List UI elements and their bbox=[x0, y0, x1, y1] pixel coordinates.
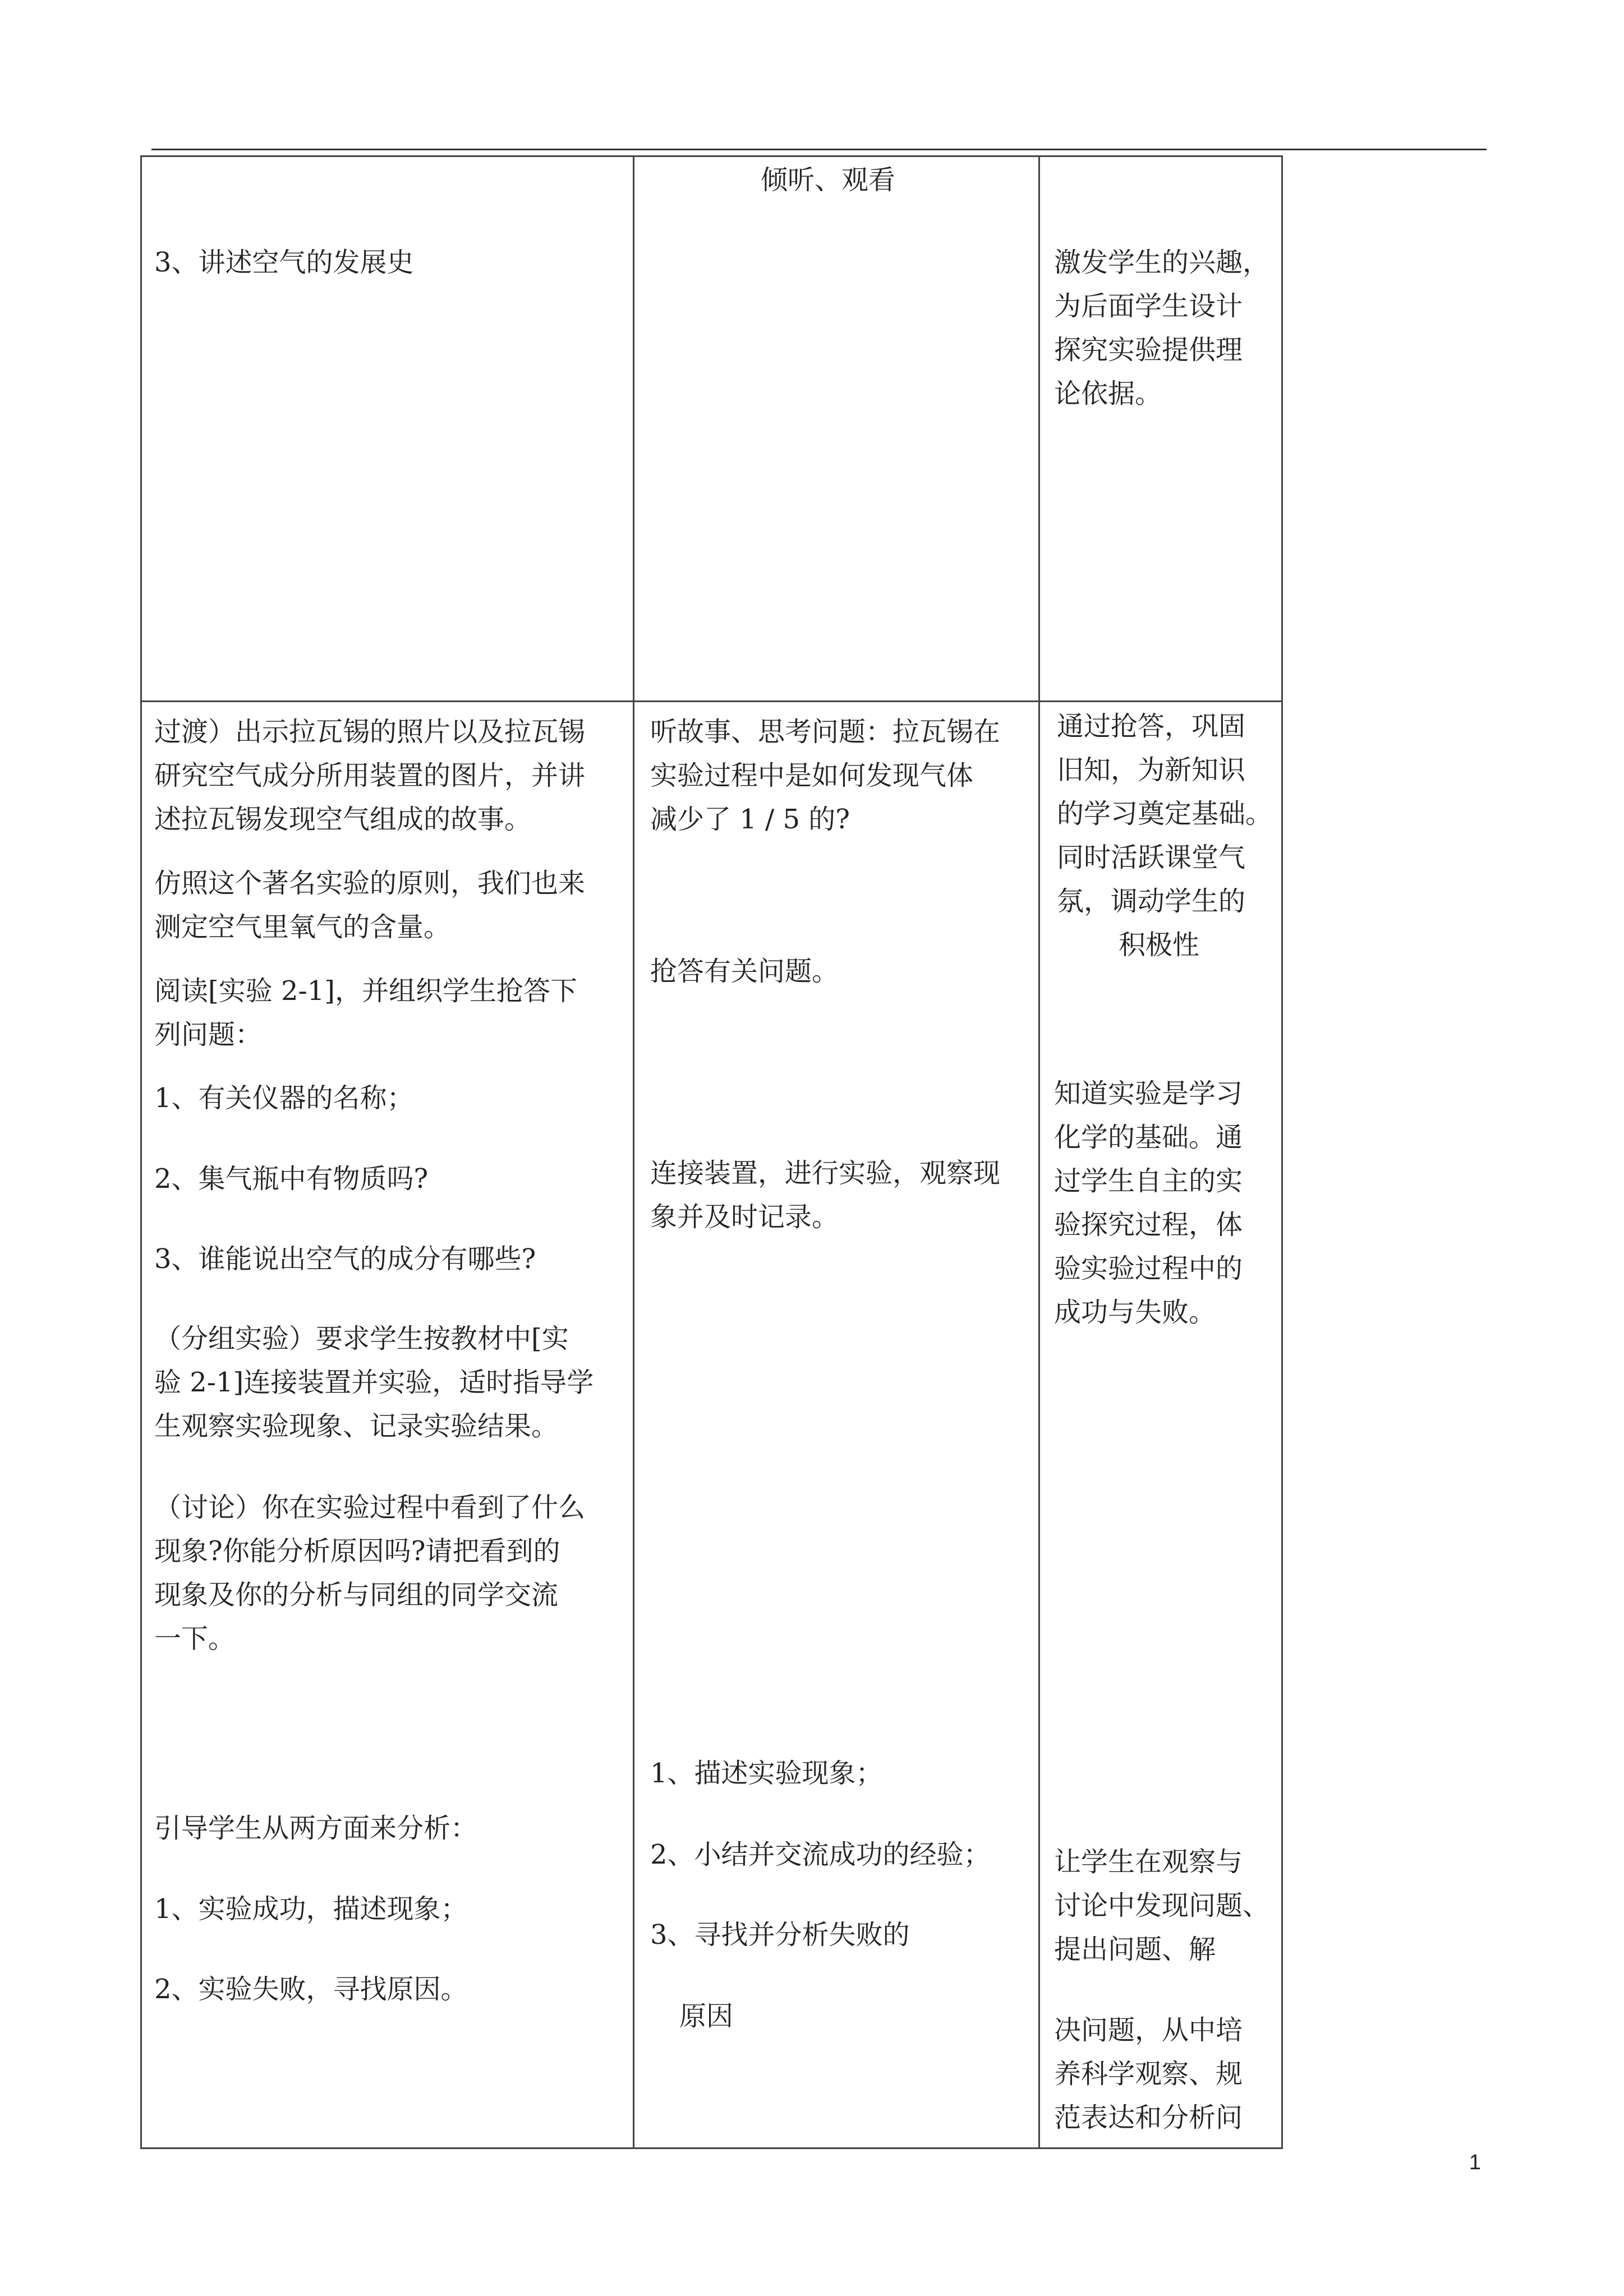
text-line: 阅读[实验 2-1]，并组织学生抢答下 bbox=[154, 975, 578, 1007]
text-line: 论依据。 bbox=[1054, 378, 1162, 409]
text-line: （讨论）你在实验过程中看到了什么 bbox=[154, 1492, 586, 1523]
text-line: 提出问题、解 bbox=[1054, 1934, 1216, 1965]
text-line: 现象?你能分析原因吗?请把看到的 bbox=[154, 1536, 560, 1567]
text-line: 知道实验是学习 bbox=[1054, 1078, 1243, 1109]
text-line: 减少了 1 / 5 的? bbox=[650, 804, 850, 835]
text-line: 3、寻找并分析失败的 bbox=[650, 1919, 910, 1951]
text-line: 2、集气瓶中有物质吗? bbox=[154, 1163, 429, 1195]
student-activity-cell bbox=[634, 702, 1039, 2149]
teacher-activity-cell bbox=[141, 702, 634, 2149]
text-line: 成功与失败。 bbox=[1054, 1297, 1216, 1328]
text-line: 述拉瓦锡发现空气组成的故事。 bbox=[154, 804, 532, 835]
text-line: 一下。 bbox=[154, 1623, 236, 1654]
text-line: 为后面学生设计 bbox=[1054, 291, 1243, 322]
text-line: 范表达和分析问 bbox=[1054, 2102, 1243, 2133]
text-line: 倾听、观看 bbox=[761, 164, 896, 196]
teacher-activity-cell bbox=[141, 156, 634, 702]
text-line: 让学生在观察与 bbox=[1054, 1846, 1243, 1878]
text-line: 过学生自主的实 bbox=[1054, 1165, 1243, 1197]
text-line: 3、讲述空气的发展史 bbox=[154, 247, 414, 278]
text-line: 验实验过程中的 bbox=[1054, 1253, 1243, 1284]
text-line: 验探究过程，体 bbox=[1054, 1209, 1243, 1241]
text-line: 的学习奠定基础。 bbox=[1057, 798, 1273, 829]
page-number: 1 bbox=[1469, 2151, 1481, 2174]
text-line: 氛，调动学生的 bbox=[1057, 886, 1246, 917]
table-row bbox=[141, 702, 1282, 2149]
text-line: 通过抢答，巩固 bbox=[1057, 711, 1246, 742]
header-rule bbox=[151, 149, 1487, 150]
text-line: 同时活跃课堂气 bbox=[1057, 842, 1246, 873]
text-line: 听故事、思考问题：拉瓦锡在 bbox=[650, 716, 1001, 748]
design-intent-cell bbox=[1039, 702, 1282, 2149]
text-line: 积极性 bbox=[1119, 929, 1200, 961]
design-intent-cell bbox=[1039, 156, 1282, 702]
text-line: 2、小结并交流成功的经验； bbox=[650, 1839, 991, 1870]
text-line: 象并及时记录。 bbox=[650, 1201, 839, 1233]
lesson-plan-table bbox=[140, 155, 1283, 2149]
text-line: 讨论中发现问题、 bbox=[1054, 1890, 1270, 1921]
text-line: 生观察实验现象、记录实验结果。 bbox=[154, 1410, 559, 1442]
text-line: 连接装置，进行实验，观察现 bbox=[650, 1158, 1001, 1189]
text-line: 现象及你的分析与同组的同学交流 bbox=[154, 1579, 559, 1611]
text-line: 测定空气里氧气的含量。 bbox=[154, 911, 451, 943]
text-line: 仿照这个著名实验的原则，我们也来 bbox=[154, 868, 586, 899]
text-line: 抢答有关问题。 bbox=[650, 956, 839, 987]
text-line: 3、谁能说出空气的成分有哪些? bbox=[154, 1243, 536, 1275]
text-line: 研究空气成分所用装置的图片，并讲 bbox=[154, 760, 586, 791]
text-line: 过渡）出示拉瓦锡的照片以及拉瓦锡 bbox=[154, 716, 586, 748]
text-line: 1、实验成功，描述现象； bbox=[154, 1893, 468, 1925]
student-activity-cell bbox=[634, 156, 1039, 702]
text-line: （分组实验）要求学生按教材中[实 bbox=[154, 1323, 569, 1354]
text-line: 化学的基础。通 bbox=[1054, 1122, 1243, 1153]
text-line: 2、实验失败，寻找原因。 bbox=[154, 1974, 468, 2005]
text-line: 1、有关仪器的名称； bbox=[154, 1082, 414, 1114]
table-row bbox=[141, 156, 1282, 702]
text-line: 1、描述实验现象； bbox=[650, 1758, 883, 1789]
text-line: 激发学生的兴趣， bbox=[1054, 247, 1270, 278]
text-line: 原因 bbox=[679, 2000, 734, 2032]
text-line: 养科学观察、规 bbox=[1054, 2058, 1243, 2090]
text-line: 实验过程中是如何发现气体 bbox=[650, 760, 974, 791]
text-line: 探究实验提供理 bbox=[1054, 334, 1243, 366]
text-line: 验 2-1]连接装置并实验，适时指导学 bbox=[154, 1367, 594, 1398]
text-line: 决问题，从中培 bbox=[1054, 2014, 1243, 2046]
text-line: 列问题： bbox=[154, 1019, 263, 1050]
text-line: 引导学生从两方面来分析： bbox=[154, 1813, 478, 1844]
text-line: 旧知，为新知识 bbox=[1057, 754, 1246, 786]
